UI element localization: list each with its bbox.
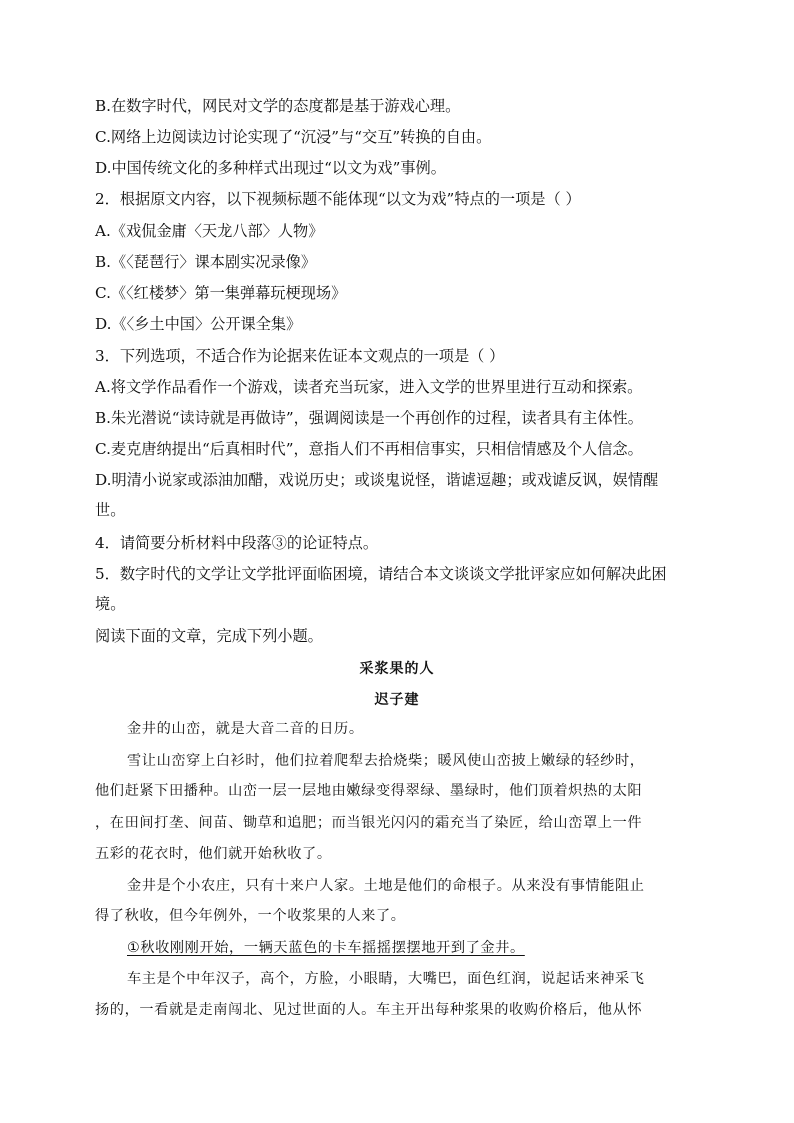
q3-option-d-line2: 世。 [95, 501, 126, 519]
q2-stem: 2．根据原文内容，以下视频标题不能体现“以文为戏”特点的一项是（ ） [95, 190, 581, 208]
q3-option-a: A.将文学作品看作一个游戏，读者充当玩家，进入文学的世界里进行互动和探索。 [95, 378, 643, 396]
article-author: 迟子建 [374, 692, 420, 708]
article-line: 得了秋收，但今年例外，一个收浆果的人来了。 [95, 908, 406, 924]
q2-option-d: D.《〈乡土中国〉公开课全集》 [95, 315, 302, 333]
q1-option-c: C.网络上边阅读边讨论实现了“沉浸”与“交互”转换的自由。 [95, 128, 492, 146]
q4-stem: 4．请简要分析材料中段落③的论证特点。 [95, 534, 379, 552]
q5-stem-line1: 5．数字时代的文学让文学批评面临困境，请结合本文谈谈文学批评家应如何解决此困 [95, 565, 667, 583]
article-title: 采浆果的人 [359, 661, 435, 677]
article-line: 扬的，一看就是走南闯北、见过世面的人。车主开出每种浆果的收购价格后，他从怀 [95, 1002, 643, 1018]
reading-instruction: 阅读下面的文章，完成下列小题。 [95, 627, 323, 645]
article-line: 他们赶紧下田播种。山峦一层一层地由嫩绿变得翠绿、墨绿时，他们顶着炽热的太阳 [95, 783, 643, 799]
q2-option-a: A.《戏侃金庸〈天龙八部〉人物》 [95, 222, 324, 240]
article-line: 金井是个小农庄，只有十来户人家。土地是他们的命根子。从来没有事情能阻止 [127, 878, 645, 894]
article-line: 五彩的花衣时，他们就开始秋收了。 [95, 846, 332, 862]
article-line: 金井的山峦，就是大音二音的日历。 [127, 721, 364, 737]
q5-stem-line2: 境。 [95, 595, 126, 613]
article-line: 雪让山峦穿上白衫时，他们拉着爬犁去拾烧柴；暖风使山峦披上嫩绿的轻纱时， [127, 753, 645, 769]
q3-stem: 3．下列选项，不适合作为论据来佐证本文观点的一项是（ ） [95, 347, 505, 365]
q3-option-d-line1: D.明清小说家或添油加醋，戏说历史；或谈鬼说怪，谐谑逗趣；或戏谑反讽，娱情醒 [95, 471, 659, 489]
q3-option-b: B.朱光潜说“读诗就是再做诗”，强调阅读是一个再创作的过程，读者具有主体性。 [95, 409, 643, 427]
q2-option-b: B.《〈琵琶行〉课本剧实况录像》 [95, 253, 317, 271]
q2-option-c: C.《〈红楼梦〉第一集弹幕玩梗现场》 [95, 284, 347, 302]
q3-option-c: C.麦克唐纳提出“后真相时代”，意指人们不再相信事实，只相信情感及个人信念。 [95, 440, 643, 458]
q1-option-d: D.中国传统文化的多种样式出现过“以文为戏”事例。 [95, 159, 446, 177]
article-line: 车主是个中年汉子，高个，方脸，小眼睛，大嘴巴，面色红润，说起话来神采飞 [127, 971, 645, 987]
q1-option-b: B.在数字时代，网民对文学的态度都是基于游戏心理。 [95, 97, 461, 115]
article-line: ，在田间打垄、间苗、锄草和追肥；而当银光闪闪的霜充当了染匠，给山峦罩上一件 [95, 815, 643, 831]
article-line-underlined: ①秋收刚刚开始，一辆天蓝色的卡车摇摇摆摆地开到了金井。 [127, 940, 525, 956]
